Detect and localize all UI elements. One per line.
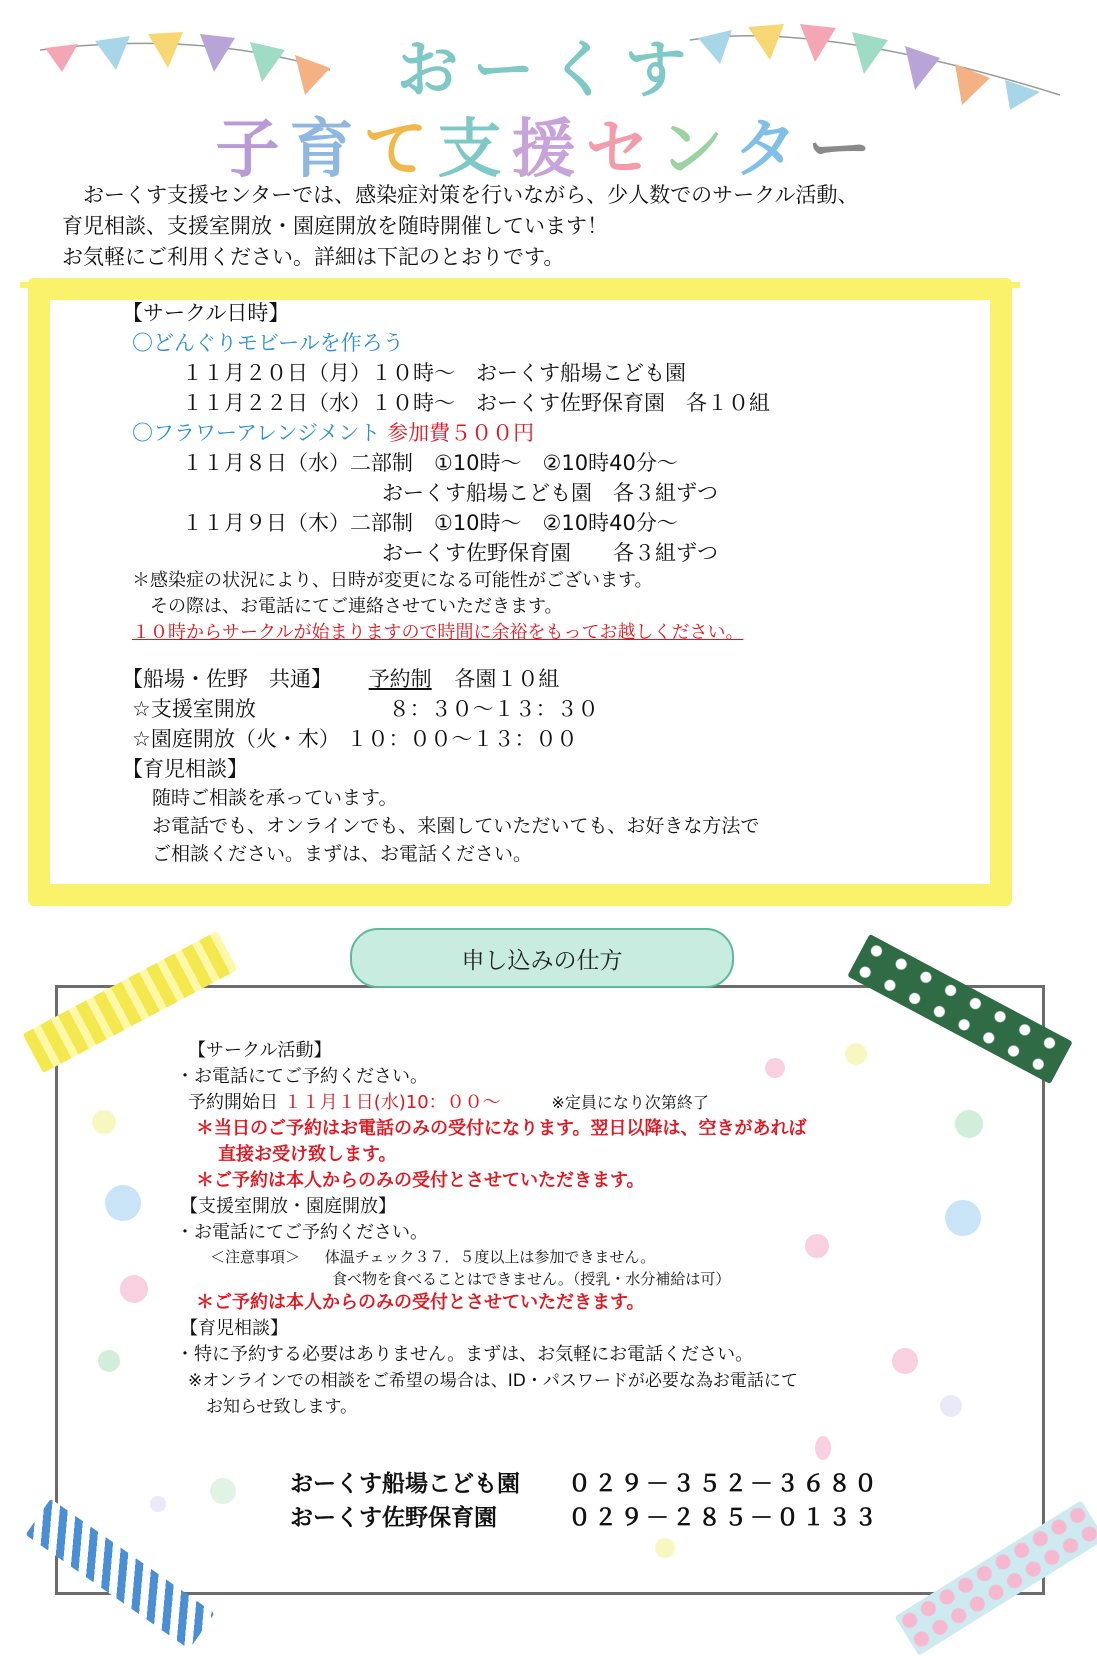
apply-start-label: 予約開始日	[188, 1092, 278, 1113]
intro-line-2: 育児相談、支援室開放・園庭開放を随時開催しています！	[62, 214, 608, 238]
dot-decoration	[92, 1110, 116, 1134]
apply-notice-food: 食べ物を食べることはできません。（授乳・水分補給は可）	[332, 1270, 731, 1288]
phone-name: おーくす船場こども園	[290, 1471, 520, 1497]
apply-open-1: ・お電話にてご予約ください。	[176, 1222, 428, 1243]
title-char: 援	[511, 113, 586, 187]
dot-decoration	[120, 1275, 148, 1303]
title-char: て	[363, 113, 438, 187]
consult-line3: ご相談ください。まずは、お電話ください。	[152, 843, 533, 865]
event2-title: 〇フラワーアレンジメント	[132, 421, 381, 445]
dot-decoration	[98, 1350, 120, 1372]
room-label: ☆支援室開放	[132, 697, 256, 721]
note-2: その際は、お電話にてご連絡させていただきます。	[150, 596, 563, 617]
event1-line1: １１月２０日（月）１０時～ おーくす船場こども園	[182, 361, 686, 385]
open-heading: 【船場・佐野 共通】	[122, 667, 332, 691]
dot-decoration	[655, 1538, 675, 1558]
apply-notice-temp: 体温チェック３７．５度以上は参加できません。	[324, 1248, 656, 1266]
apply-consult-heading: 【育児相談】	[180, 1318, 288, 1339]
dot-decoration	[210, 1478, 236, 1504]
apply-circle-1: ・お電話にてご予約ください。	[176, 1066, 428, 1087]
capacity-label: 各園１０組	[454, 667, 560, 691]
intro-text	[62, 180, 1062, 273]
consult-line1: 随時ご相談を承っています。	[152, 787, 398, 809]
event1-line2: １１月２２日（水）１０時～ おーくす佐野保育園 各１０組	[182, 391, 770, 415]
apply-circle-5: ＊ご予約は本人からのみの受付とさせていただきます。	[196, 1170, 645, 1191]
apply-open-heading: 【支援室開放・園庭開放】	[180, 1196, 396, 1217]
circle-section	[122, 298, 1002, 646]
consult-heading: 【育児相談】	[122, 757, 248, 781]
garden-label: ☆園庭開放（火・木）	[132, 727, 340, 751]
apply-section	[176, 1038, 1048, 1420]
title-char: 子	[215, 113, 290, 187]
phone-row	[290, 1467, 880, 1501]
event2-line2: おーくす船場こども園 各３組ずつ	[382, 481, 718, 505]
title-char: ー	[807, 113, 882, 187]
dot-decoration	[150, 1496, 166, 1512]
apply-circle-4: 直接お受け致します。	[218, 1144, 397, 1165]
intro-line-3: お気軽にご利用ください。詳細は下記のとおりです。	[62, 245, 565, 269]
apply-banner: 申し込みの仕方	[350, 928, 734, 988]
reserve-label: 予約制	[368, 667, 432, 691]
title-support-center	[0, 98, 1097, 190]
apply-circle-3: ＊当日のご予約はお電話のみの受付になります。翌日以降は、空きがあれば	[196, 1118, 807, 1139]
garden-time: １０：００～１３：００	[346, 727, 578, 751]
event2-fee: 参加費５００円	[387, 421, 535, 445]
event2-line3: １１月９日（木）二部制 ①10時～ ②10時40分～	[182, 511, 678, 535]
circle-heading: 【サークル日時】	[122, 301, 290, 325]
dot-decoration	[105, 1185, 141, 1221]
phone-list	[290, 1467, 880, 1535]
title-char: ン	[659, 113, 734, 187]
title-char: セ	[585, 113, 660, 187]
phone-number[interactable]: ０２９－３５２－３６８０	[568, 1471, 881, 1497]
event1-title: 〇どんぐりモビールを作ろう	[132, 331, 404, 355]
apply-consult-3: お知らせ致します。	[206, 1397, 358, 1417]
room-time: ８：３０～１３：３０	[388, 697, 599, 721]
phone-name: おーくす佐野保育園	[290, 1505, 497, 1531]
title-char: 育	[289, 113, 364, 187]
apply-capacity-note: ※定員になり次第終了	[551, 1093, 709, 1112]
event2-line4: おーくす佐野保育園 各３組ずつ	[382, 541, 718, 565]
apply-consult-1: ・特に予約する必要はありません。まずは、お気軽にお電話ください。	[176, 1344, 754, 1365]
apply-consult-2: ※オンラインでの相談をご希望の場合は、ID・パスワードが必要な為お電話にて	[188, 1371, 798, 1391]
intro-line-1: おーくす支援センターでは、感染症対策を行いながら、少人数でのサークル活動、	[62, 183, 859, 207]
title-char: 支	[437, 113, 512, 187]
apply-circle-heading: 【サークル活動】	[188, 1040, 332, 1061]
title-char: タ	[733, 113, 808, 187]
apply-start-date: １１月１日(水)10：００～	[283, 1092, 501, 1113]
event2-line1: １１月８日（水）二部制 ①10時～ ②10時40分～	[182, 451, 678, 475]
apply-open-4: ＊ご予約は本人からのみの受付とさせていただきます。	[196, 1292, 645, 1313]
title-okusu: おーくす	[396, 33, 701, 106]
open-section	[122, 664, 1002, 868]
phone-row	[290, 1501, 880, 1535]
dot-decoration	[815, 1436, 831, 1460]
phone-number[interactable]: ０２９－２８５－０１３３	[568, 1505, 881, 1531]
note-3: １０時からサークルが始まりますので時間に余裕をもってお越しください。	[132, 622, 744, 643]
note-1: ＊感染症の状況により、日時が変更になる可能性がございます。	[132, 570, 653, 591]
apply-notice-label: ＜注意事項＞	[210, 1248, 301, 1266]
consult-line2: お電話でも、オンラインでも、来園していただいても、お好きな方法で	[152, 815, 760, 837]
